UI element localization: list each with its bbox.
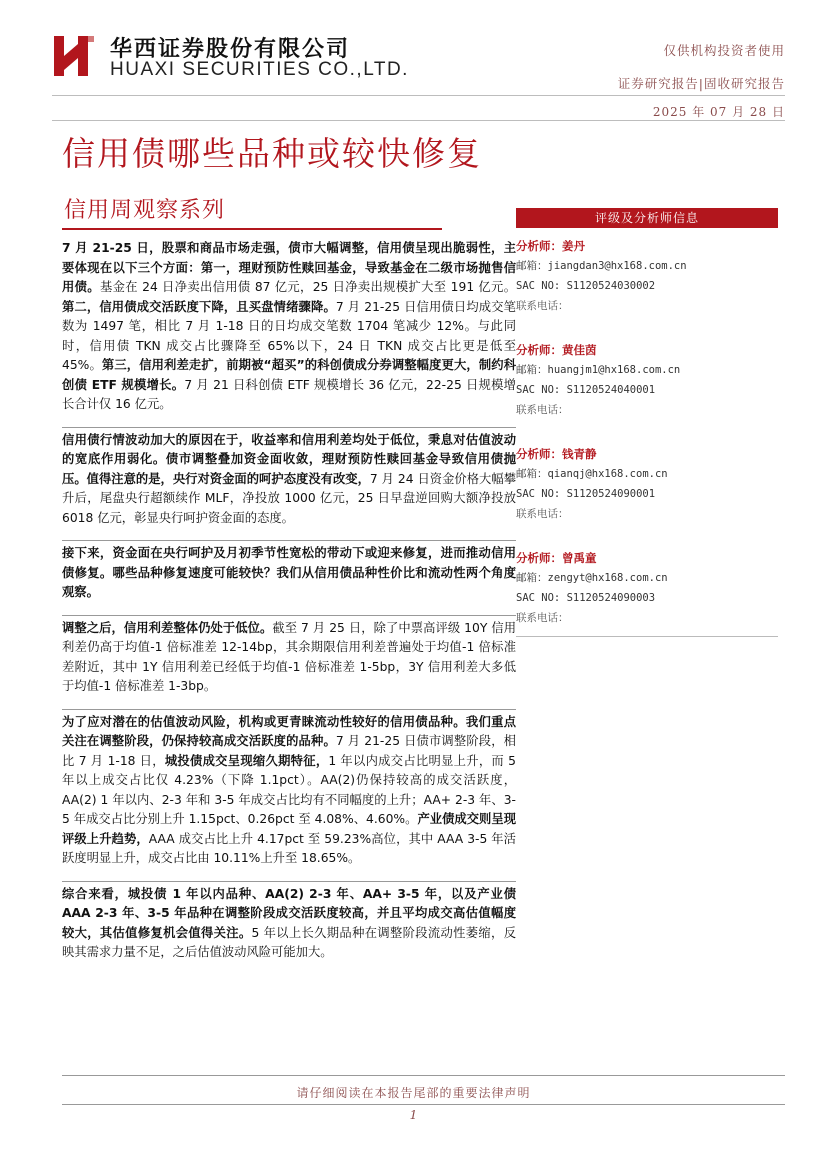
bold-run: 信用债行情波动加大的原因在于，收益率和信用利差均处于低位，秉息对估值波动的宽底作用弱化。债市调整叠加资金面收敛，理财预防性赎回基金导致信用债抛压。值得注意的是，央行对资金面的呵护态度没有改变，: [62, 432, 516, 486]
footer-divider: [62, 1075, 785, 1076]
text-run: 7 月 21 日科创债 ETF 规模增长 36 亿元，22-25 日规模增长合计仅 16 亿元。: [62, 377, 516, 411]
header-divider: [52, 120, 785, 121]
analyst-name: 分析师：钱青静: [516, 447, 597, 461]
analyst-card: [516, 236, 778, 316]
text-run: 1 年以内成交占比明显上升，而 5 年以上成交占比仅 4.23%（下降 1.1pct）。AA(2)仍保持较高的成交活跃度，AA(2) 1 年以内、2-3 年和 3-5 年成交占比均有不同幅度的上升；AA+ 2-3 年、3-5 年成交占比分别上升 1.15pct、0.26pct 至 4.08%、4.60%。: [62, 753, 516, 826]
report-date: 2025 年 07 月 28 日: [652, 105, 785, 119]
footer-divider: [62, 1104, 785, 1105]
body-paragraph: [62, 540, 516, 603]
analyst-email[interactable]: 邮箱：jiangdan3@hx168.com.cn: [516, 260, 687, 272]
disclaimer: 仅供机构投资者使用: [663, 43, 785, 58]
analyst-sac: SAC NO: S1120524030002: [516, 280, 656, 292]
page-number: 1: [409, 1108, 418, 1122]
analyst-phone: 联系电话：: [516, 612, 569, 624]
text-run: 5 年以上长久期品种在调整阶段流动性萎缩，反映其需求力量不足，之后估值波动风险可能加大。: [62, 925, 516, 959]
sidebar-heading: 评级及分析师信息: [516, 208, 778, 228]
company-name-en: HUAXI SECURITIES CO.,LTD.: [110, 59, 409, 80]
body-paragraph: [62, 881, 516, 963]
bold-run: 第三，信用利差走扩，前期被“超买”的科创债成分券调整幅度更大，制约科创债 ETF 规模增长。: [62, 358, 516, 392]
analyst-name: 分析师：黄佳茵: [516, 343, 597, 357]
report-category: 证券研究报告|固收研究报告: [617, 76, 785, 91]
text-run: 7 月 24 日资金价格大幅攀升后，尾盘央行超额续作 MLF，净投放 1000 亿元，25 日早盘逆回购大额净投放 6018 亿元，彰显央行呵护资金面的态度。: [62, 471, 516, 525]
analyst-card: [516, 340, 778, 420]
text-run: 7 月 21-25 日信用债日均成交笔数为 1497 笔，相比 7 月 1-18 日的日均成交笔数 1704 笔减少 12%。与此同时，信用债 TKN 成交占比骤降至 65%以下，24 日 TKN 成交占比更是低至 45%。: [62, 299, 516, 372]
analyst-name: 分析师：姜丹: [516, 239, 585, 253]
bold-run: 7 月 21-25 日，股票和商品市场走强，债市大幅调整，信用债呈现出脆弱性，主要体现在以下三个方面：第一，理财预防性赎回基金，导致基金在二级市场抛售信用债。: [62, 241, 516, 294]
company-name-cn: 华西证券股份有限公司: [110, 36, 351, 62]
analyst-email[interactable]: 邮箱：huangjm1@hx168.com.cn: [516, 364, 681, 376]
text-run: 截至 7 月 25 日，除了中票高评级 10Y 信用利差仍高于均值-1 倍标准差 12-14bp，其余期限信用利差普遍处于均值-1 倍标准差附近，其中 1Y 信用利差已经低于均值-1 倍标准差 1-5bp，3Y 信用利差大多低于均值-1 倍标准差 1-3bp。: [62, 620, 516, 693]
analyst-sac: SAC NO: S1120524090003: [516, 592, 656, 604]
analyst-sidebar: [516, 208, 778, 637]
analyst-card: [516, 548, 778, 628]
bold-run: 城投债成交呈现缩久期特征，: [164, 753, 329, 768]
analyst-email[interactable]: 邮箱：qianqj@hx168.com.cn: [516, 468, 668, 480]
header-divider: [52, 95, 785, 96]
text-run: AAA 成交占比上升 4.17pct 至 59.23%高位，其中 AAA 3-5 年活跃度明显上升，成交占比由 10.11%上升至 18.65%。: [62, 831, 516, 865]
analyst-phone: 联系电话：: [516, 508, 569, 520]
text-run: 基金在 24 日净卖出信用债 87 亿元，25 日净卖出规模扩大至 191 亿元。: [99, 280, 516, 294]
body-paragraph: [62, 709, 516, 869]
body-paragraph: [62, 615, 516, 697]
bold-run: 调整之后，信用利差整体仍处于低位。: [62, 620, 273, 635]
bold-run: 为了应对潜在的估值波动风险，机构或更青睐流动性较好的信用债品种。我们重点关注在调整阶段，仍保持较高成交活跃度的品种。: [62, 714, 516, 748]
series-title: 信用周观察系列: [64, 198, 226, 223]
bold-run: 接下来，资金面在央行呵护及月初季节性宽松的带动下或迎来修复，进而推动信用债修复。哪些品种修复速度可能较快？我们从信用债品种性价比和流动性两个角度观察。: [62, 546, 516, 599]
body-paragraph: [62, 236, 516, 415]
analyst-card: [516, 444, 778, 524]
analyst-phone: 联系电话：: [516, 404, 569, 416]
sidebar-divider: [516, 636, 778, 637]
analyst-sac: SAC NO: S1120524090001: [516, 488, 656, 500]
huaxi-logo-icon: [52, 34, 96, 78]
analyst-email[interactable]: 邮箱：zengyt@hx168.com.cn: [516, 572, 668, 584]
report-title: 信用债哪些品种或较快修复: [62, 134, 482, 173]
analyst-name: 分析师：曾禹童: [516, 551, 597, 565]
text-run: 7 月 21-25 日债市调整阶段，相比 7 月 1-18 日，: [62, 734, 516, 768]
bold-run: 产业债成交则呈现评级上升趋势，: [62, 812, 516, 846]
analyst-phone: 联系电话：: [516, 300, 569, 312]
bold-run: 第二，信用债成交活跃度下降，且买盘情绪骤降。: [62, 299, 336, 314]
bold-run: 综合来看，城投债 1 年以内品种、AA(2) 2-3 年、AA+ 3-5 年，以及产业债 AAA 2-3 年、3-5 年品种在调整阶段成交活跃度较高，并且平均成交高估值幅度较大，其估值修复机会值得关注。: [62, 886, 516, 940]
analyst-sac: SAC NO: S1120524040001: [516, 384, 656, 396]
report-body: [62, 236, 516, 975]
body-paragraph: [62, 427, 516, 529]
legal-notice: 请仔细阅读在本报告尾部的重要法律声明: [296, 1086, 531, 1100]
title-rule: [62, 228, 442, 230]
